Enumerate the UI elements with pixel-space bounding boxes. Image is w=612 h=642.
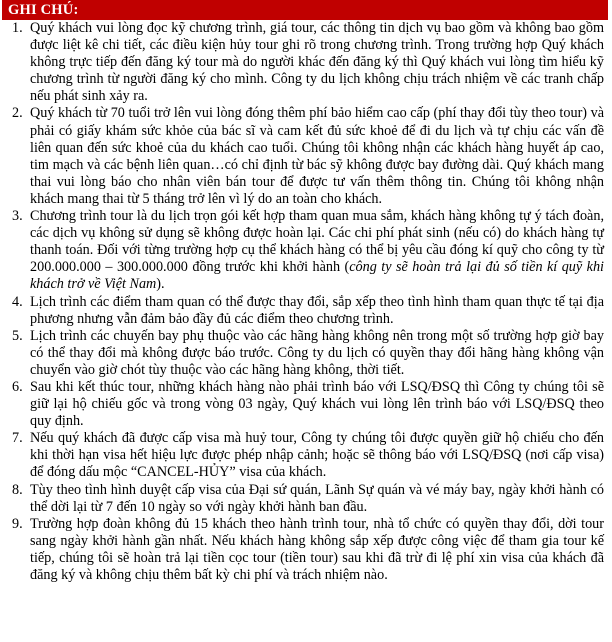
note-italic-text: công ty sẽ hoàn trả lại đủ số tiền kí quỹ khi khách trở về Việt Nam: [30, 259, 604, 293]
note-text: Tùy theo tình hình duyệt cấp visa của Đại sứ quán, Lãnh Sự quán và vé máy bay, ngày khởi hành có thể dời lại từ 7 đến 10 ngày so với ngày khởi hành ban đầu.: [30, 481, 604, 515]
note-text: Sau khi kết thúc tour, những khách hàng nào phải trình báo với LSQ/ĐSQ thì Công ty chúng tôi sẽ giữ lại hộ chiếu gốc và trong vòng 03 ngày, Quý khách vui lòng lên trình báo với LSQ/ĐSQ theo quy định.: [30, 378, 604, 430]
note-item-1: [2, 20, 608, 105]
note-item-2: [2, 105, 608, 208]
note-text: Nếu quý khách đã được cấp visa mà huỷ tour, Công ty chúng tôi được quyền giữ hộ chiếu cho đến khi thời hạn visa hết hiệu lực được phép nhập cảnh; hoặc sẽ thông báo với LSQ/ĐSQ (nơi cấp visa) để đóng dấu mộc “CANCEL-HỦY” visa của khách.: [30, 430, 604, 481]
notes-title: GHI CHÚ:: [8, 2, 79, 18]
note-number: 5.: [12, 327, 23, 344]
note-number: 7.: [12, 430, 23, 447]
note-text: Quý khách từ 70 tuổi trở lên vui lòng đóng thêm phí bảo hiểm cao cấp (phí thay đổi tùy theo tour) và phải có giấy khám sức khỏe của bác sĩ và cam kết đủ sức khoẻ để đi du lịch và tự chịu các vấn đề liên quan đến sức khoẻ của du khách cao tuổi. Chúng tôi không nhận các khách hàng huyết áp cao, tim mạch và các bệnh liên quan…có chỉ định từ bác sỹ không được bay đường dài. Quý khách mang thai vui lòng báo cho nhân viên bán tour để được tư vấn thêm thông tin. Chúng tôi không nhận khách mang thai từ 5 tháng trở lên vì lý do an toàn cho khách.: [30, 105, 604, 207]
note-text: Quý khách vui lòng đọc kỹ chương trình, giá tour, các thông tin dịch vụ bao gồm và không bao gồm được liệt kê chi tiết, các điều kiện hủy tour ghi rõ trong chương trình. Trong trường hợp Quý khách không trực tiếp đến đăng ký tour mà do người khác đến đăng ký thì Quý khách vui lòng tìm hiểu kỹ chương trình từ người đăng ký cho mình. Công ty du lịch không chịu trách nhiệm về các tranh chấp nếu phát sinh xảy ra.: [30, 20, 604, 105]
note-item-8: [2, 482, 608, 516]
note-number: 8.: [12, 481, 23, 498]
note-item-3: [2, 208, 608, 293]
note-text-end: ).: [156, 276, 165, 293]
note-text: Chương trình tour là du lịch trọn gói kết hợp tham quan mua sắm, khách hàng không tự ý tách đoàn, các dịch vụ không sử dụng sẽ không được hoàn lại. Các chi phí phát sinh (nếu có) do khách hàng tự thanh toán. Đối với từng trường hợp cụ thể khách hàng có thể bị yêu cầu đóng kí quỹ cho công ty từ 200.000.000 – 300.000.000 đồng trước khi khởi hành (: [30, 208, 604, 276]
note-item-6: [2, 379, 608, 430]
note-item-4: [2, 294, 608, 328]
notes-list: [2, 20, 608, 584]
note-number: 6.: [12, 378, 23, 395]
note-number: 9.: [12, 515, 23, 532]
note-text: Trường hợp đoàn không đủ 15 khách theo hành trình tour, nhà tổ chức có quyền thay đổi, dời tour sang ngày khởi hành gần nhất. Nếu khách hàng không sắp xếp được công việc để tham gia tour kế tiếp, chúng tôi sẽ hoàn trả lại tiền cọc tour (tiền tour) sau khi đã trừ đi lệ phí xin visa của khách đã đăng ký và không chịu thêm bất kỳ chi phí và trách nhiệm nào.: [30, 515, 604, 583]
note-text: Lịch trình các chuyến bay phụ thuộc vào các hãng hàng không nên trong một số trường hợp giờ bay có thể thay đổi mà không được báo trước. Công ty du lịch có quyền thay đổi hãng hàng không vận chuyển vào giờ chót tùy thuộc vào các hãng hàng không, thời tiết.: [30, 327, 604, 378]
note-item-9: [2, 516, 608, 584]
notes-panel: [2, 0, 608, 584]
notes-header: [2, 0, 608, 20]
note-number: 2.: [12, 105, 23, 122]
note-item-7: [2, 430, 608, 481]
note-item-5: [2, 328, 608, 379]
note-number: 4.: [12, 293, 23, 310]
note-number: 3.: [12, 208, 23, 225]
note-text: Lịch trình các điểm tham quan có thể được thay đổi, sắp xếp theo tình hình tham quan thực tế tại địa phương nhưng vẫn đảm bảo đầy đủ các điểm theo chương trình.: [30, 293, 604, 327]
note-number: 1.: [12, 20, 23, 36]
